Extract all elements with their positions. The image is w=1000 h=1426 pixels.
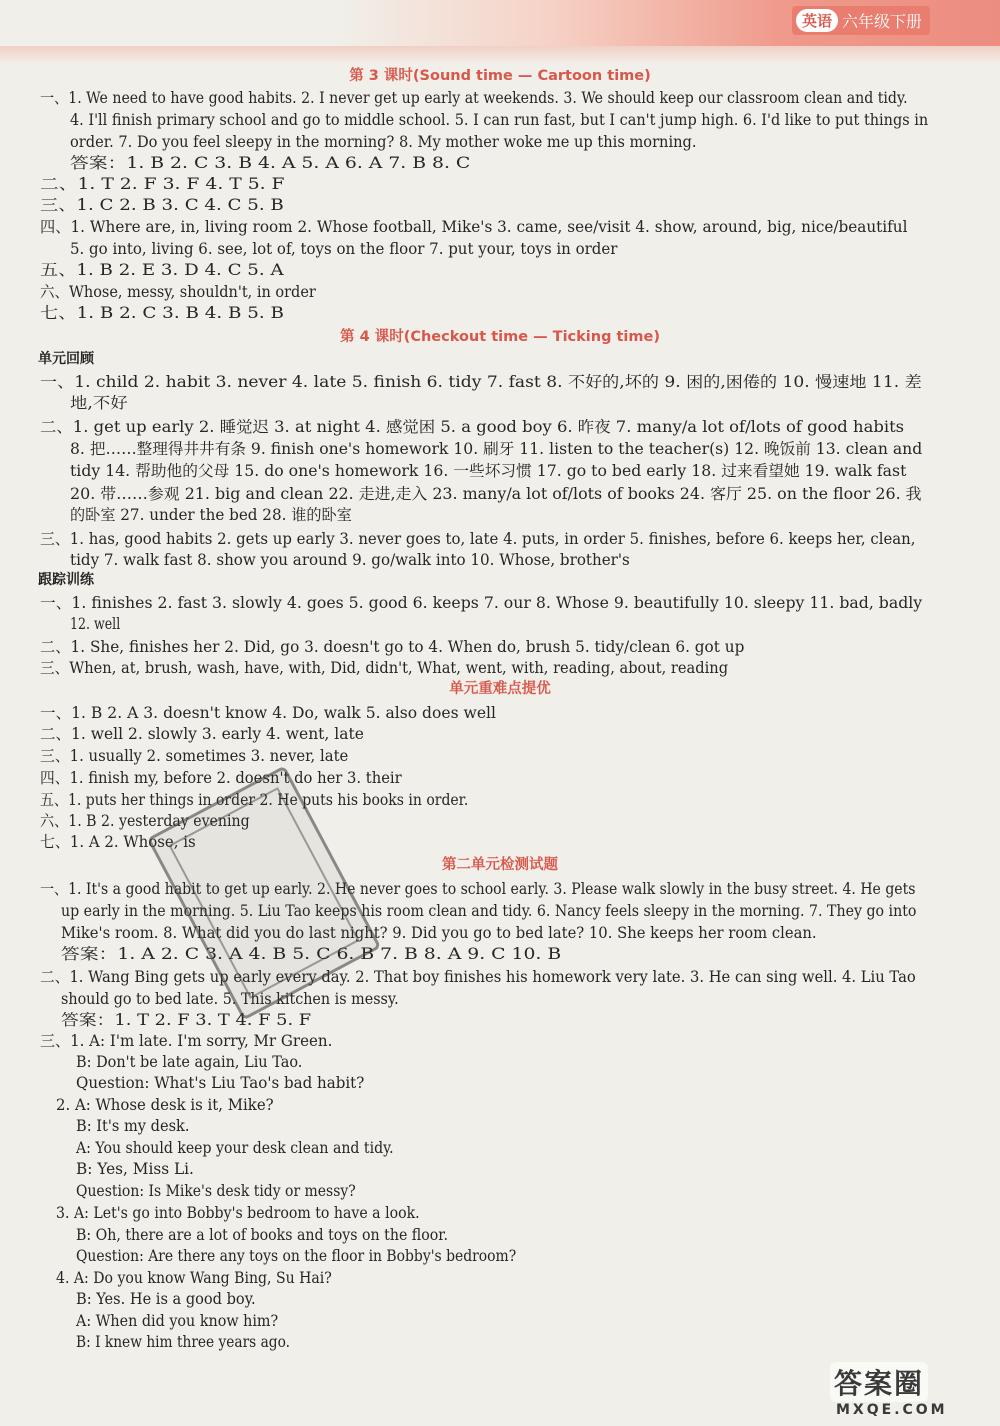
lesson-3-heading: 第 3 课时(Sound time — Cartoon time) <box>349 68 651 84</box>
text-line: up early in the morning. 5. Liu Tao keeps his room clean and tidy. 6. Nancy feels sleepy in the morning. 7. They go into <box>61 902 917 920</box>
watermark-logo-text: 答案圈 <box>830 1362 928 1402</box>
dialogue-line: 2. A: Whose desk is it, Mike? <box>56 1096 274 1114</box>
dialogue-line: B: I knew him three years ago. <box>76 1333 290 1351</box>
text-line: 三、1. usually 2. sometimes 3. never, late <box>40 747 349 765</box>
text-line: 地,不好 <box>70 394 128 412</box>
unit-test-heading: 第二单元检测试题 <box>442 857 558 873</box>
subject-label: 英语 <box>796 9 838 32</box>
text-line: 五、1. puts her things in order 2. He puts his books in order. <box>40 791 469 809</box>
text-line: 8. 把……整理得井井有条 9. finish one's homework 10. 刷牙 11. listen to the teacher(s) 12. 晚饭前 13. clean and <box>70 440 923 458</box>
text-line: 一、1. child 2. habit 3. never 4. late 5. finish 6. tidy 7. fast 8. 不好的,坏的 9. 困的,困倦的 10. 慢速地 11. 差 <box>40 373 922 391</box>
text-line: order. 7. Do you feel sleepy in the morning? 8. My mother woke me up this morning. <box>70 133 697 151</box>
text-line: 五、1. B 2. E 3. D 4. C 5. A <box>40 261 284 279</box>
text-line: 七、1. B 2. C 3. B 4. B 5. B <box>40 304 284 322</box>
unit-keypoints-heading: 单元重难点提优 <box>449 681 551 697</box>
text-line: tidy 14. 帮助他的父母 15. do one's homework 16. 一些坏习惯 17. go to bed early 18. 过来看望她 19. walk fast <box>70 462 907 480</box>
dialogue-line: 4. A: Do you know Wang Bing, Su Hai? <box>56 1269 332 1287</box>
text-line: Mike's room. 8. What did you do last night? 9. Did you go to bed late? 10. She keeps her room clean. <box>61 924 817 942</box>
text-line: 12. well <box>70 615 121 633</box>
text-line: should go to bed late. 5. This kitchen is messy. <box>61 990 399 1008</box>
dialogue-line: Question: Are there any toys on the floor in Bobby's bedroom? <box>76 1247 517 1265</box>
text-line: 20. 带……参观 21. big and clean 22. 走进,走入 23. many/a lot of/lots of books 24. 客厅 25. on the floor 26. 我 <box>70 485 922 503</box>
text-line: 六、Whose, messy, shouldn't, in order <box>40 283 316 301</box>
dialogue-line: Question: Is Mike's desk tidy or messy? <box>76 1182 356 1200</box>
text-line: tidy 7. walk fast 8. show you around 9. go/walk into 10. Whose, brother's <box>70 551 630 569</box>
text-line: 三、1. has, good habits 2. gets up early 3. never goes to, late 4. puts, in order 5. finishes, before 6. keeps her, clean, <box>40 530 916 548</box>
dialogue-line: Question: What's Liu Tao's bad habit? <box>76 1074 365 1092</box>
dialogue-line: A: When did you know him? <box>76 1312 279 1330</box>
text-line: 二、1. Wang Bing gets up early every day. 2. That boy finishes his homework very late. 3. He can sing well. 4. Liu Tao <box>40 968 916 986</box>
dialogue-line: B: Yes, Miss Li. <box>76 1160 194 1178</box>
site-watermark <box>830 1362 990 1418</box>
text-line: 一、1. B 2. A 3. doesn't know 4. Do, walk 5. also does well <box>40 704 497 722</box>
text-line: 一、1. It's a good habit to get up early. 2. He never goes to school early. 3. Please walk slowly in the busy street. 4. He gets <box>40 880 916 898</box>
dialogue-line: B: Yes. He is a good boy. <box>76 1290 256 1308</box>
text-line: 一、1. We need to have good habits. 2. I never get up early at weekends. 3. We should keep our classroom clean and tidy. <box>40 89 908 107</box>
section-review-label: 单元回顾 <box>38 351 94 367</box>
watermark-domain: MXQE.COM <box>836 1402 948 1418</box>
dialogue-line: B: It's my desk. <box>76 1117 190 1135</box>
text-line: 三、When, at, brush, wash, have, with, Did, didn't, What, went, with, reading, about, reading <box>40 659 729 677</box>
text-line: 七、1. A 2. Whose, is <box>40 833 196 851</box>
text-line: 的卧室 27. under the bed 28. 谁的卧室 <box>70 506 352 524</box>
text-line: 六、1. B 2. yesterday evening <box>40 812 250 830</box>
text-line: 答案：1. B 2. C 3. B 4. A 5. A 6. A 7. B 8. C <box>70 154 471 172</box>
section-tracking-label: 跟踪训练 <box>38 572 94 588</box>
dialogue-line: 三、1. A: I'm late. I'm sorry, Mr Green. <box>40 1032 333 1050</box>
text-line: 4. I'll finish primary school and go to middle school. 5. I can run fast, but I can't jump high. 6. I'd like to put things in <box>70 111 929 129</box>
text-line: 答案：1. T 2. F 3. T 4. F 5. F <box>61 1011 312 1029</box>
text-line: 5. go into, living 6. see, lot of, toys on the floor 7. put your, toys in order <box>70 240 618 258</box>
text-line: 一、1. finishes 2. fast 3. slowly 4. goes 5. good 6. keeps 7. our 8. Whose 9. beautifully 10. sleepy 11. bad, badly <box>40 594 923 612</box>
text-line: 二、1. T 2. F 3. F 4. T 5. F <box>40 175 285 193</box>
text-line: 二、1. well 2. slowly 3. early 4. went, late <box>40 725 364 743</box>
dialogue-line: A: You should keep your desk clean and tidy. <box>76 1139 394 1157</box>
text-line: 四、1. finish my, before 2. doesn't do her 3. their <box>40 769 402 787</box>
grade-label: 六年级下册 <box>842 12 923 31</box>
text-line: 三、1. C 2. B 3. C 4. C 5. B <box>40 196 284 214</box>
text-line: 二、1. get up early 2. 睡觉迟 3. at night 4. 感觉困 5. a good boy 6. 昨夜 7. many/a lot of/lots of good habits <box>40 418 905 436</box>
dialogue-line: 3. A: Let's go into Bobby's bedroom to have a look. <box>56 1204 420 1222</box>
dialogue-line: B: Don't be late again, Liu Tao. <box>76 1053 303 1071</box>
dialogue-line: B: Oh, there are a lot of books and toys on the floor. <box>76 1226 448 1244</box>
lesson-4-heading: 第 4 课时(Checkout time — Ticking time) <box>340 329 660 345</box>
text-line: 答案：1. A 2. C 3. A 4. B 5. C 6. B 7. B 8. A 9. C 10. B <box>61 945 562 963</box>
text-line: 四、1. Where are, in, living room 2. Whose football, Mike's 3. came, see/visit 4. show, around, big, nice/beautiful <box>40 218 908 236</box>
text-line: 二、1. She, finishes her 2. Did, go 3. doesn't go to 4. When do, brush 5. tidy/clean 6. got up <box>40 638 745 656</box>
